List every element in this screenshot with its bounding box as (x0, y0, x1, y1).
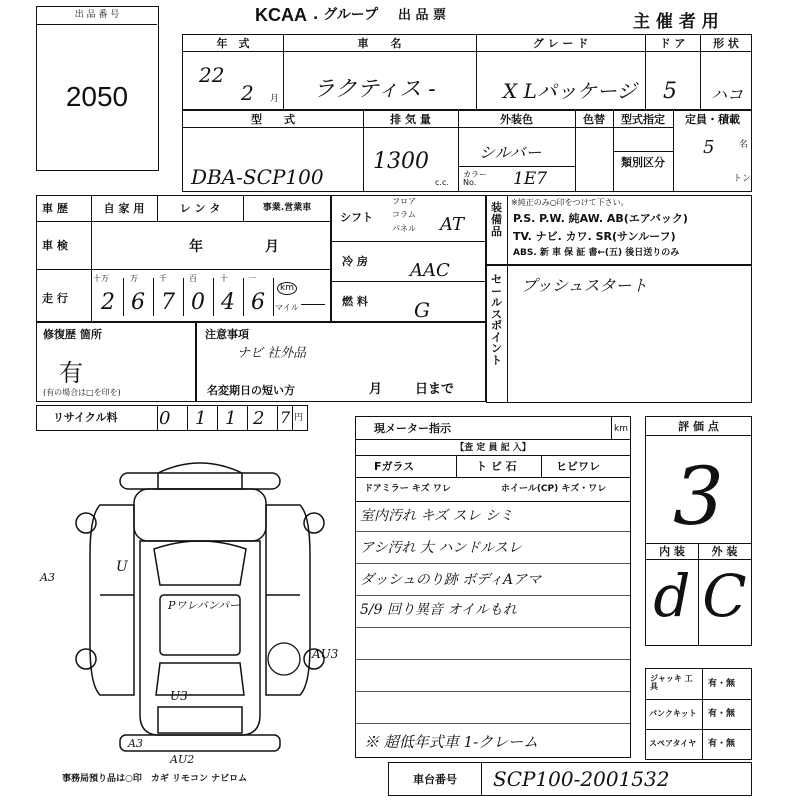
ac-value: AAC (410, 260, 450, 281)
inspector-note: アシ汚れ 大 ハンドルスレ (360, 540, 522, 556)
vehicle-row-2 (182, 110, 752, 192)
shift-column-option[interactable]: コラム (392, 210, 416, 219)
equipment-line-3: ABS. 新 車 保 証 書←(五) 後日送りのみ (513, 248, 680, 258)
grade-label: グ レ ー ド (532, 37, 589, 50)
digit-unit: 一 (248, 274, 256, 283)
wheel-label: ホイール(CP) キズ・ワレ (501, 484, 607, 494)
equipment-block (486, 195, 752, 265)
model-label: 型 式 (251, 113, 295, 126)
inspector-note: 室内汚れ キズ スレ シミ (360, 508, 514, 524)
year-value: 22 (199, 63, 225, 87)
km-unit-text: km (280, 283, 294, 293)
interior-label: 内 装 (659, 545, 685, 558)
history-label: 車 歴 (42, 202, 68, 215)
diagram-mark: A3 (128, 737, 143, 750)
organizer-label: 主 催 者 用 (633, 12, 719, 32)
year-label: 年 式 (216, 37, 250, 50)
mileage-digit: 0 (191, 290, 205, 315)
equipment-line-2: TV. ナビ. カワ. SR(サンルーフ) (513, 230, 676, 243)
repair-note: (有の場合は□を印を) (43, 388, 121, 397)
meter-unit: km (614, 424, 628, 434)
history-private-option[interactable]: 自 家 用 (103, 202, 145, 215)
sales-point-label: セールスポイント (491, 273, 502, 367)
shift-block (331, 195, 486, 322)
digit-unit: 百 (189, 274, 197, 283)
capacity-label: 定員・積載 (685, 113, 740, 126)
repair-block (36, 322, 196, 402)
chassis-value: SCP100-2001532 (493, 767, 670, 791)
recycle-unit: 円 (294, 413, 304, 423)
fuel-label: 燃 料 (342, 295, 368, 308)
sales-point-block (486, 265, 752, 403)
logo: KCAA (255, 5, 307, 25)
lot-number-box (36, 6, 159, 171)
digit-unit: 十 (220, 274, 228, 283)
chip-label: ト ビ 石 (476, 460, 517, 473)
mileage-digit: 7 (161, 290, 175, 315)
equipment-label: 装備品 (491, 201, 502, 239)
score-value: 3 (673, 450, 724, 543)
shift-panel-option[interactable]: パネル (392, 224, 416, 233)
inspection-year-unit: 年 (189, 239, 203, 255)
score-block (645, 416, 752, 646)
month-unit: 月 (270, 94, 280, 104)
recycle-label: リサイクル料 (53, 411, 118, 424)
windshield-label: Fガラス (374, 460, 415, 473)
diagram-mark: Pワレバンパー (168, 599, 240, 612)
shift-floor-option[interactable]: フロア (392, 197, 416, 206)
car-name-label: 車 名 (357, 37, 402, 50)
shift-value: AT (440, 214, 465, 235)
cc-unit: c.c. (435, 178, 449, 187)
diagram-mark: AU2 (170, 753, 195, 766)
inspection-month-unit: 月 (265, 239, 279, 255)
grade-value: X Lパッケージ (503, 79, 637, 103)
tool-label-puncture-kit: パンクキット (649, 709, 697, 718)
displacement-label: 排 気 量 (390, 113, 431, 126)
category-label: 類別区分 (621, 156, 665, 169)
equipment-line-1: P.S. P.W. 純AW. AB(エアバック) (513, 212, 688, 225)
deadline-month-unit: 月 (369, 382, 383, 397)
caution-value: ナビ 社外品 (237, 346, 307, 361)
sales-point-value: プッシュスタート (521, 276, 648, 295)
repair-label: 修復歴 箇所 (43, 328, 102, 341)
repair-value: 有 (59, 359, 83, 387)
history-rental-option[interactable]: レ ン タ (179, 202, 221, 215)
meter-label: 現メーター指示 (374, 422, 451, 435)
color-no-label: カラー No. (463, 170, 487, 187)
inspector-bottom-note: ※ 超低年式車 1-クレーム (364, 733, 539, 751)
tool-label-spare-tire: スペアタイヤ (649, 739, 697, 748)
history-block (36, 195, 331, 322)
chassis-label: 車台番号 (413, 773, 457, 786)
inspection-label: 車 検 (42, 239, 68, 252)
diagram-mark: AU3 (312, 647, 339, 661)
mileage-digit: 2 (101, 290, 115, 315)
shape-value: ハコ (711, 85, 744, 104)
mileage-digit: 6 (131, 290, 145, 315)
color-value: シルバー (479, 143, 542, 162)
deadline-day-unit: 日まで (415, 382, 455, 397)
lot-number: 2050 (65, 81, 129, 112)
interior-value: d (653, 562, 691, 630)
mileage-label: 走 行 (42, 292, 68, 305)
fuel-value: G (414, 298, 430, 322)
deadline-label: 名変期日の短い方 (207, 384, 295, 397)
tool-value-jack[interactable]: 有・無 (708, 679, 736, 689)
digit-unit: 万 (130, 274, 138, 283)
tool-label-jack: ジャッキ 工 具 (650, 674, 693, 691)
month-value: 2 (241, 81, 254, 105)
mirror-label: ドアミラー キズ ワレ (364, 484, 451, 494)
digit-unit: 十万 (93, 274, 109, 283)
inspector-header: 【査 定 員 記 入】 (455, 443, 531, 453)
ton-unit: トン (733, 174, 752, 184)
model-designation-label: 型式指定 (621, 113, 665, 126)
recycle-digit: 0 (159, 408, 171, 429)
inspector-note: ダッシュのり跡 ボディAアマ (360, 572, 542, 588)
inspector-note: 5/9 回り異音 オイルもれ (360, 602, 517, 618)
capacity-value: 5 (703, 137, 715, 158)
caution-block (196, 322, 486, 402)
capacity-unit: 名 (739, 140, 749, 150)
lot-number-label: 出 品 番 号 (74, 10, 120, 20)
mileage-digit: 6 (251, 290, 265, 315)
office-note: 事務局預り品は○印 カギ リモコン ナビロム (62, 774, 248, 784)
digit-unit: 千 (159, 274, 167, 283)
recycle-digit: 1 (195, 408, 207, 429)
recycle-block (36, 405, 308, 431)
vehicle-row-1 (182, 34, 752, 110)
inspector-block (355, 416, 631, 758)
model-value: DBA-SCP100 (191, 165, 324, 189)
recycle-digit: 7 (280, 408, 291, 427)
color-label: 外装色 (500, 113, 533, 126)
tool-value-spare-tire[interactable]: 有・無 (708, 739, 736, 749)
shift-label: シフト (340, 211, 373, 224)
diagram-mark: U3 (170, 689, 188, 703)
color-no-value: 1E7 (513, 169, 548, 189)
tool-value-puncture-kit[interactable]: 有・無 (708, 709, 736, 719)
exterior-value: C (702, 562, 747, 630)
km-unit[interactable] (277, 282, 297, 295)
shape-label: 形 状 (713, 37, 739, 50)
doors-label: ド ア (659, 37, 686, 50)
color-change-label: 色替 (583, 113, 605, 126)
recycle-digit: 2 (253, 408, 265, 429)
displacement-value: 1300 (373, 149, 429, 174)
score-label: 評 価 点 (678, 420, 719, 433)
doors-value: 5 (663, 79, 677, 104)
title-group: . グループ (313, 7, 379, 23)
recycle-digit: 1 (225, 408, 237, 429)
diagram-mark: A3 (40, 571, 55, 584)
exterior-label: 外 装 (711, 545, 738, 558)
crack-label: ヒビワレ (556, 460, 600, 473)
car-name-value: ラクティス - (313, 77, 436, 102)
chassis-block (388, 762, 752, 796)
ac-label: 冷 房 (342, 255, 368, 268)
equipment-note: ※純正のみ○印をつけて下さい。 (511, 198, 629, 207)
mileage-digit: 4 (221, 290, 235, 315)
history-business-option[interactable]: 事業.営業車 (262, 203, 312, 213)
diagram-mark: U (116, 559, 128, 575)
tools-block (645, 668, 752, 760)
caution-label: 注意事項 (205, 328, 249, 341)
mile-unit: マイル (275, 303, 299, 312)
title-sheet: 出 品 票 (398, 8, 447, 23)
